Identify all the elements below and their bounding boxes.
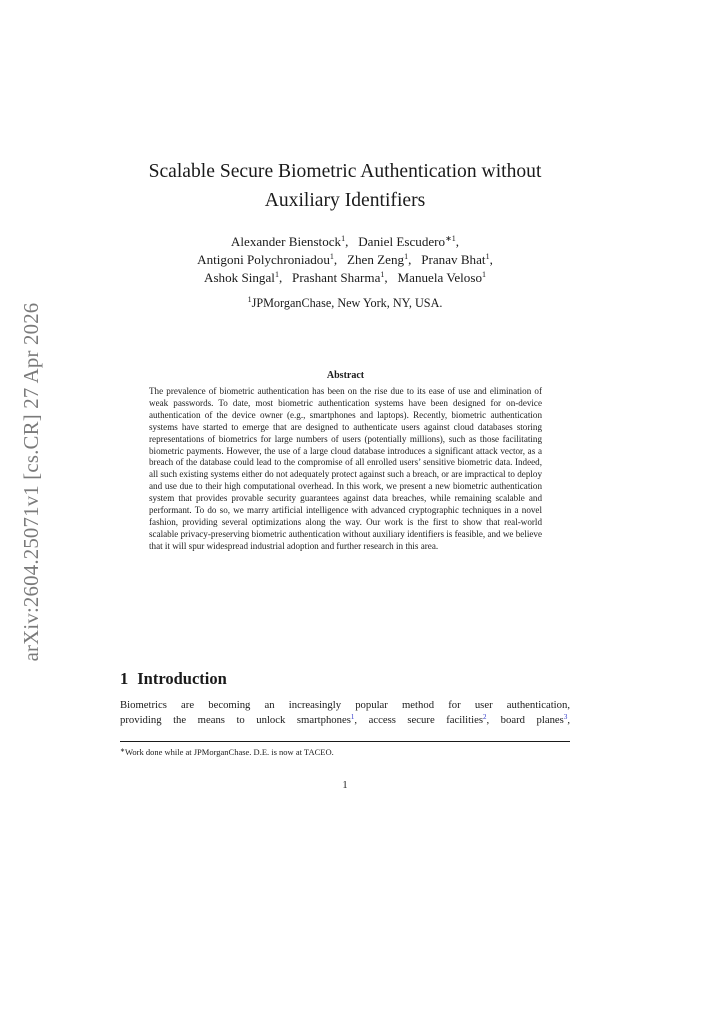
affiliation-mark: 1 [247,295,252,304]
title-line-2: Auxiliary Identifiers [264,189,426,211]
author-name: Zhen Zeng [347,252,405,267]
footnote-divider [120,741,570,742]
author-name: Alexander Bienstock [230,234,342,249]
author-name: Manuela Veloso [397,270,482,285]
author-affil-mark: 1 [482,270,486,279]
author-affil-mark: 1 [485,252,490,261]
author-name: Antigoni Polychroniadou [197,252,330,267]
footnote-ref-link[interactable]: 2 [483,712,487,721]
footnote [120,747,570,758]
arxiv-side-identifier [2,296,62,668]
intro-text: , [567,713,571,726]
section-number: 1 [120,669,129,688]
author-affil-mark: 1 [380,270,385,279]
intro-text: , access secure facilities [354,713,483,726]
page-number: 1 [342,780,348,791]
title-line-1: Scalable Secure Biometric Authentication without [148,161,542,182]
footnote-text: Work done while at JPMorganChase. D.E. is now at TACEO. [125,747,334,757]
author-line-1: Alexander Bienstock$^1$, Daniel Escudero$^{∗1}$, [230,234,460,249]
abstract-body: The prevalence of biometric authentication has been on the rise due to its ease of use and elimination of weak passwords. To date, most biometric authentication systems have been designed for on-device authentication of the device owner (e.g., smartphones and laptops). Recently, biometric authentication systems have started to emerge that are designed to authenticate users against cloud databases storing representations of biometrics for large numbers of users (potentially millions), such as those facilitating biometric payments. However, the use of a large cloud database introduces a significant attack vector, as a breach of the database could lead to the compromise of all enrolled users’ sensitive biometric data. Indeed, all such existing systems either do not adequately protect against such a breach, or are impractical to deploy and use due to their high computational overhead. In this work, we present a new biometric authentication system that provides provable security guarantees against data breaches, while remaining scalable and performant. To do so, we marry artificial intelligence with advanced cryptographic techniques in a novel fashion, providing several optimizations along the way. Our work is the first to show that real-world scalable privacy-preserving biometric authentication without auxiliary identifiers is feasible, and we believe that it will spur widespread industrial adoption and further research in this area. [149,386,542,551]
paper-title [120,158,570,215]
footnote-ref-link[interactable]: 1 [350,712,355,721]
intro-line-2 [120,713,570,728]
footnote-ref-link[interactable]: 3 [563,712,568,721]
author-line-3: Ashok Singal$^1$, Prashant Sharma$^1$, Manuela Veloso$^1$ [204,270,486,285]
author-affil-mark: ∗1 [445,234,456,243]
footnote-mark: ∗ [120,748,126,754]
abstract-heading: Abstract [326,370,365,381]
author-affil-mark: 1 [274,270,279,279]
arxiv-identifier-text: arXiv:2604.25071v1 [cs.CR] 27 Apr 2026 [20,302,43,662]
intro-line-1: Biometrics are becoming an increasingly popular method for user authentication, [120,699,570,711]
affiliation-text: JPMorganChase, New York, NY, USA. [251,296,443,310]
intro-text: , board planes [486,713,564,726]
author-line-2: Antigoni Polychroniadou$^1$, Zhen Zeng$^1$, Pranav Bhat$^1$, [197,252,493,267]
author-name: Daniel Escudero [358,234,446,249]
author-name: Prashant Sharma [292,270,381,285]
intro-text: providing the means to unlock smartphones [120,713,351,726]
section-heading [120,668,570,690]
author-name: Pranav Bhat [421,252,486,267]
author-affil-mark: 1 [341,234,346,243]
author-name: Ashok Singal [204,270,275,285]
author-list [120,233,570,287]
section-title: Introduction [137,669,227,688]
author-affil-mark: 1 [329,252,334,261]
affiliation [120,294,570,312]
author-affil-mark: 1 [404,252,409,261]
intro-paragraph [120,698,570,727]
